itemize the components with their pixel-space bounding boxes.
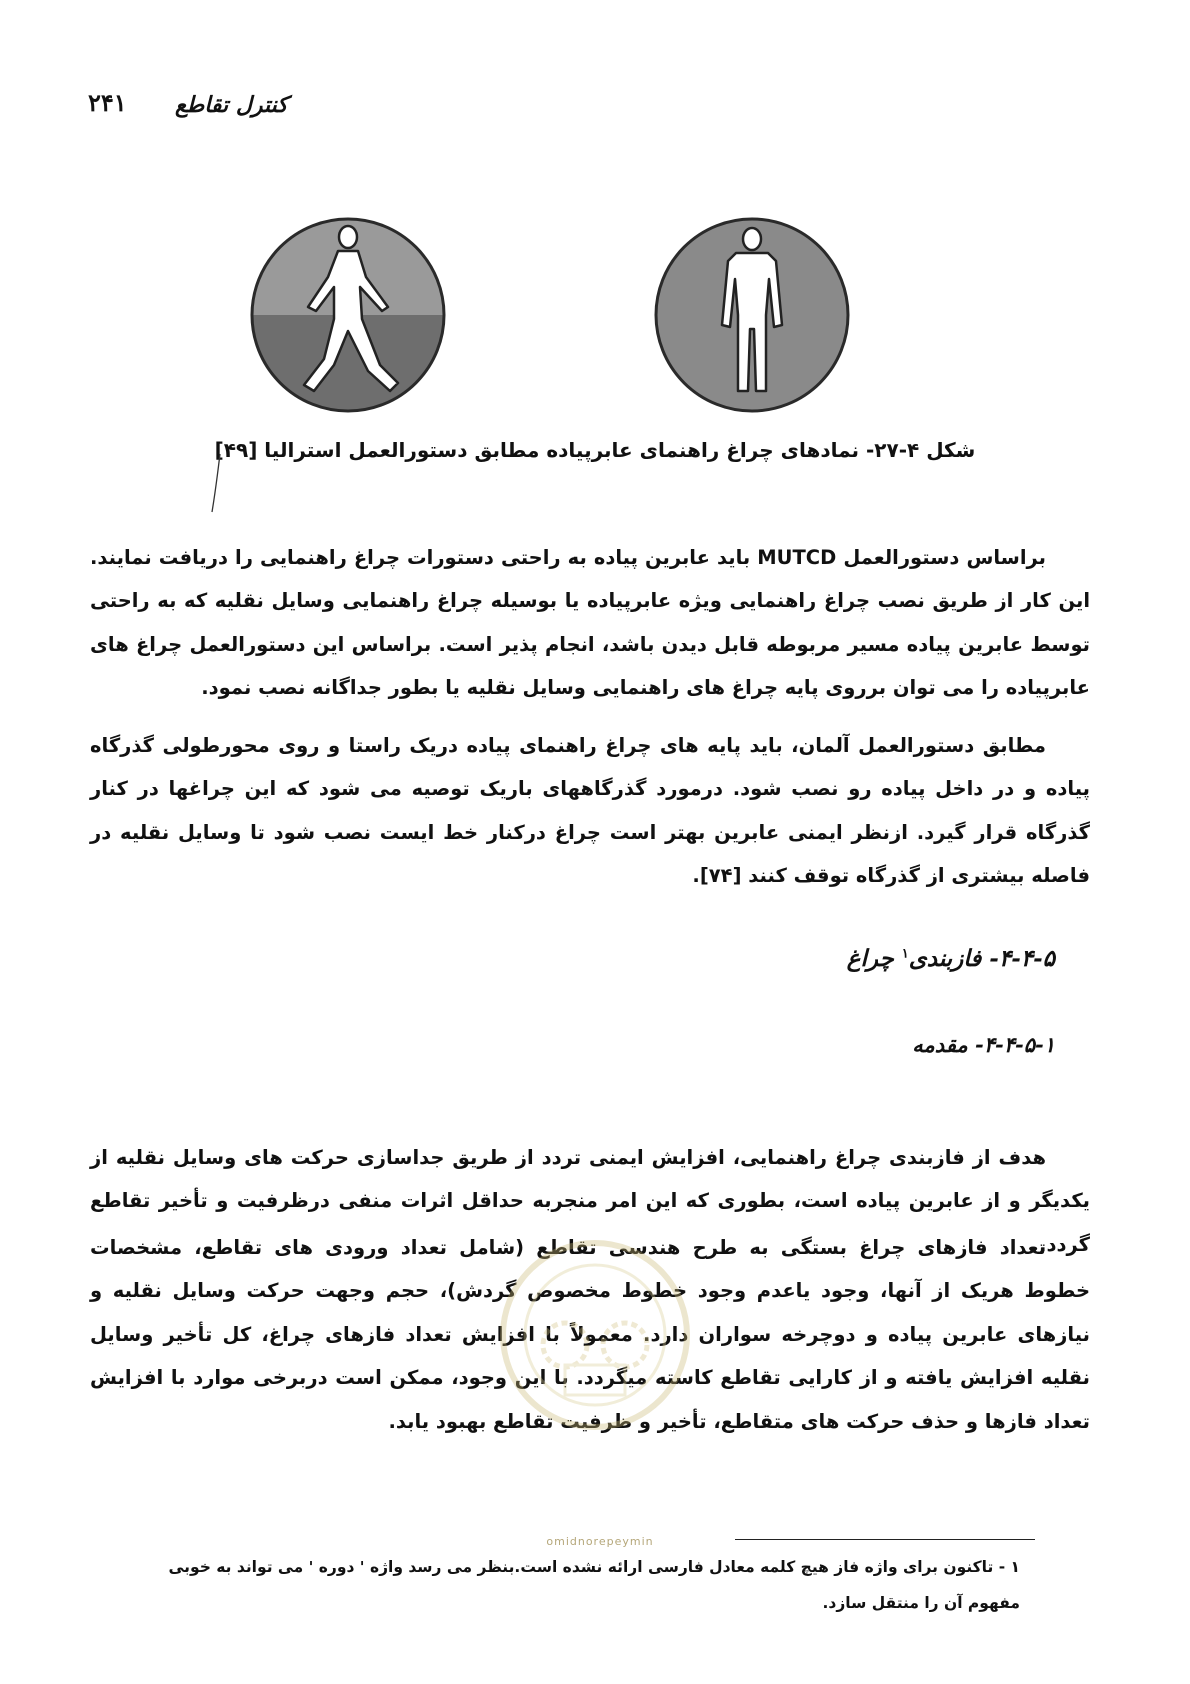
watermark-text: omidnorepeymin [546,1535,654,1548]
page-number: ۲۴۱ [88,88,127,117]
running-title: کنترل تقاطع [175,92,288,118]
standing-pedestrian-signal [652,215,852,415]
figure-caption: شکل ۴-۲۷- نمادهای چراغ راهنمای عابرپیاده مطابق دستورالعمل استرالیا [۴۹] [214,438,976,462]
section-heading-phasing-tail: چراغ [846,945,902,972]
paragraph-phasing-goal: هدف از فازبندی چراغ راهنمایی، افزایش ایمنی تردد از طریق جداسازی حرکت های وسایل نقلیه از یکدیگر و از عابرین پیاده است، بطوری که این امر منجربه حداقل اثرات منفی درظرفیت و تأخیر تقاطع گردد. [90,1145,1090,1256]
section-heading-phasing [847,945,1055,972]
paragraph-phase-count: تعداد فازهای چراغ بستگی به طرح هندسی تقاطع (شامل تعداد ورودی های تقاطع، مشخصات خطوط هریک از آنها، وجود یاعدم وجود خطوط مخصوص گردش)، حجم وجهت حرکت وسایل نقلیه و نیازهای عابرین پیاده و دوچرخه سواران دارد. معمولاً با افزایش تعداد فازهای چراغ، کل تأخیر وسایل نقلیه افزایش یافته و از کارایی تقاطع کاسته میگردد. با این وجود، ممکن است دربرخی موارد با افزایش تعداد فازها و حذف حرکت های متقاطع، تأخیر و ظرفیت تقاطع بهبود یابد. [90,1235,1090,1433]
publisher-seal-icon [495,1235,695,1435]
footnote: ۱ - تاکنون برای واژه فاز هیچ کلمه معادل فارسی ارائه نشده است.بنظر می رسد واژه ' دوره ' می تواند به خوبی مفهوم آن را منتقل سازد. [168,1558,1020,1612]
subsection-heading-intro: ۴-۴-۵-۱- مقدمه [912,1032,1055,1057]
caption-stroke-mark [210,452,222,514]
walking-pedestrian-signal [248,215,448,415]
paragraph-german-guideline: مطابق دستورالعمل آلمان، باید پایه های چراغ راهنمای پیاده دریک راستا و روی محورطولی گذرگاه پیاده و در داخل پیاده رو نصب شود. درمورد گذرگاههای باریک توصیه می شود که این چراغها در کنار گذرگاه قرار گیرد. ازنظر ایمنی عابرین بهتر است چراغ درکنار خط ایست نصب شود تا وسایل نقلیه در فاصله بیشتری از گذرگاه توقف کنند [۷۴]. [90,733,1090,887]
footnote-divider [735,1539,1035,1540]
footnote-ref: ۱ [901,946,909,962]
section-heading-phasing-text: ۴-۴-۵- فازبندی [908,945,1055,972]
paragraph-mutcd: براساس دستورالعمل MUTCD باید عابرین پیاده به راحتی دستورات چراغ راهنمایی را دریافت نمایند. این کار از طریق نصب چراغ راهنمایی ویژه عابرپیاده یا بوسیله چراغ راهنمایی وسایل نقلیه که به راحتی توسط عابرین پیاده مسیر مربوطه قابل دیدن باشد، انجام پذیر است. براساس این دستورالعمل چراغ های عابرپیاده را می توان برروی پایه چراغ های راهنمایی وسایل نقلیه یا بطور جداگانه نصب نمود. [90,545,1090,699]
